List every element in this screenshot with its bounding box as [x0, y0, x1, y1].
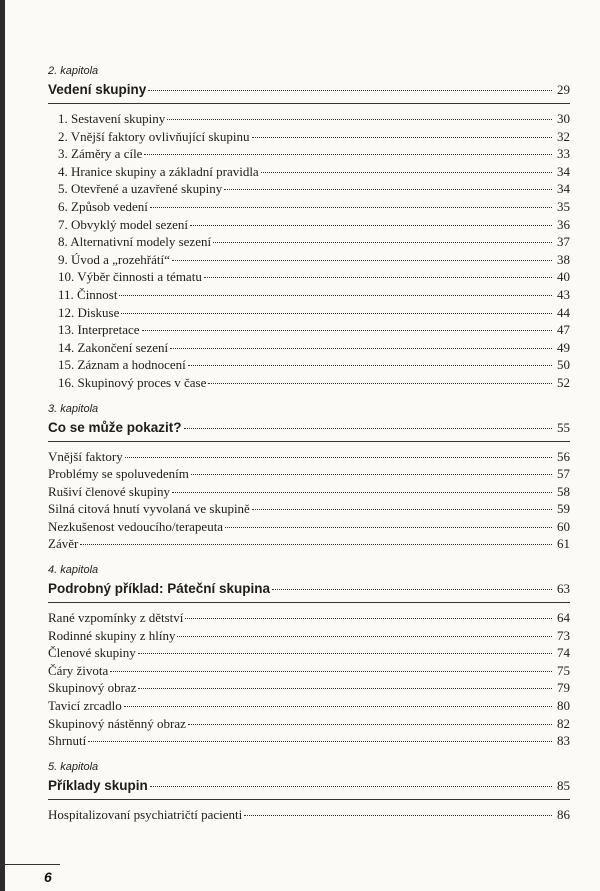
entry-page: 33 — [557, 146, 570, 162]
entry-page: 73 — [557, 627, 570, 643]
entry-page: 56 — [557, 448, 570, 464]
dot-leader — [138, 688, 552, 689]
entry-page: 40 — [557, 269, 570, 285]
chapter-label: 3. kapitola — [48, 402, 99, 415]
entry-title: 11. Činnost — [58, 286, 118, 302]
toc-entry[interactable] — [48, 374, 570, 392]
chapter-page: 29 — [557, 82, 570, 97]
dot-leader — [124, 706, 552, 707]
chapter-label: 2. kapitola — [48, 65, 99, 77]
chapter-label: 5. kapitola — [48, 760, 99, 773]
chapter-rule — [48, 799, 570, 800]
dot-leader — [213, 242, 552, 243]
toc-entry[interactable] — [48, 216, 570, 234]
entry-title: 8. Alternativní modely sezení — [58, 234, 212, 250]
entry-title: 7. Obvyklý model sezení — [58, 216, 188, 232]
entry-title: 5. Otevřené a uzavřené skupiny — [58, 181, 223, 197]
entry-page: 47 — [557, 322, 570, 338]
chapter-rule — [48, 103, 570, 104]
entry-page: 80 — [557, 698, 570, 714]
dot-leader — [142, 330, 552, 331]
dot-leader — [148, 90, 552, 91]
toc-entry[interactable] — [48, 286, 570, 304]
toc-entry[interactable] — [48, 339, 570, 357]
dot-leader — [225, 527, 552, 528]
entry-title: 10. Výběr činnosti a tématu — [58, 269, 202, 285]
entry-title: 1. Sestavení skupiny — [58, 111, 166, 126]
dot-leader — [204, 277, 552, 278]
dot-leader — [185, 618, 552, 619]
toc-entry[interactable] — [48, 535, 570, 553]
chapter-heading[interactable] — [48, 579, 570, 599]
entry-page: 32 — [557, 128, 570, 144]
toc-entry[interactable] — [48, 251, 570, 269]
entry-title: Rané vzpomínky z dětství — [48, 610, 184, 626]
entry-page: 52 — [557, 374, 570, 390]
entry-page: 43 — [557, 286, 570, 302]
entry-title: Shrnutí — [48, 733, 87, 749]
entry-title: Rušiví členové skupiny — [48, 483, 171, 499]
dot-leader — [138, 653, 552, 654]
toc-entry[interactable] — [48, 465, 570, 483]
toc-entry[interactable] — [48, 110, 570, 128]
entry-page: 64 — [557, 610, 570, 626]
dot-leader — [188, 724, 552, 725]
chapter-section — [48, 563, 570, 760]
entry-page: 36 — [557, 216, 570, 232]
dot-leader — [125, 457, 552, 458]
dot-leader — [172, 492, 552, 493]
dot-leader — [188, 365, 552, 366]
toc-entry[interactable] — [48, 644, 570, 662]
chapter-page: 85 — [557, 777, 570, 793]
chapter-heading[interactable] — [48, 80, 570, 100]
entry-page: 86 — [557, 806, 570, 822]
chapter-title: Příklady skupin — [48, 777, 148, 793]
entry-page: 75 — [557, 662, 570, 678]
toc-entry[interactable] — [48, 609, 570, 627]
chapter-page: 63 — [557, 581, 570, 597]
dot-leader — [167, 119, 552, 120]
entry-page: 34 — [557, 163, 570, 179]
entry-title: Tavicí zrcadlo — [48, 698, 122, 714]
chapter-title: Vedení skupiny — [48, 82, 147, 97]
dot-leader — [88, 741, 552, 742]
dot-leader — [121, 313, 552, 314]
chapter-section — [48, 402, 570, 564]
entry-page: 61 — [557, 536, 570, 552]
chapter-rule — [48, 441, 570, 442]
dot-leader — [190, 225, 552, 226]
entry-title: Závěr — [48, 536, 79, 552]
section-gap — [48, 392, 570, 402]
entry-title: 6. Způsob vedení — [58, 198, 148, 214]
dot-leader — [261, 172, 552, 173]
entry-page: 82 — [557, 715, 570, 731]
footer-rule — [0, 864, 60, 865]
entry-page: 74 — [557, 645, 570, 661]
toc-entry[interactable] — [48, 518, 570, 536]
entry-title: Problémy se spoluvedením — [48, 466, 189, 482]
dot-leader — [119, 295, 552, 296]
toc-entry[interactable] — [48, 500, 570, 518]
chapter-title: Co se může pokazit? — [48, 419, 182, 435]
entry-page: 38 — [557, 251, 570, 267]
chapter-heading[interactable] — [48, 776, 570, 796]
chapter-section — [48, 64, 570, 402]
dot-leader — [150, 207, 552, 208]
chapter-heading[interactable] — [48, 418, 570, 438]
entry-title: 13. Interpretace — [58, 322, 140, 338]
dot-leader — [177, 636, 552, 637]
chapter-label: 4. kapitola — [48, 564, 99, 577]
toc-entry[interactable] — [48, 483, 570, 501]
chapter-title: Podrobný příklad: Páteční skupina — [48, 581, 271, 597]
dot-leader — [252, 137, 553, 138]
section-gap — [48, 750, 570, 760]
toc-entry[interactable] — [48, 321, 570, 339]
dot-leader — [208, 383, 552, 384]
entry-title: Nezkušenost vedoucího/terapeuta — [48, 518, 224, 534]
entry-page: 79 — [557, 680, 570, 696]
entry-page: 35 — [557, 198, 570, 214]
entry-page: 34 — [557, 181, 570, 197]
entry-page: 37 — [557, 234, 570, 250]
toc-entry[interactable] — [48, 304, 570, 322]
toc-entry[interactable] — [48, 356, 570, 374]
toc-entry[interactable] — [48, 198, 570, 216]
entry-page: 50 — [557, 357, 570, 373]
entry-page: 59 — [557, 501, 570, 517]
dot-leader — [272, 589, 552, 590]
entry-page: 57 — [557, 466, 570, 482]
scan-edge — [0, 0, 5, 891]
toc-entry[interactable] — [48, 806, 570, 824]
dot-leader — [144, 154, 552, 155]
entry-title: Rodinné skupiny z hlíny — [48, 627, 176, 643]
dot-leader — [191, 474, 552, 475]
dot-leader — [170, 348, 552, 349]
dot-leader — [110, 671, 552, 672]
entry-title: Členové skupiny — [48, 645, 136, 661]
entry-title: 15. Záznam a hodnocení — [58, 357, 186, 373]
entry-title: Silná citová hnutí vyvolaná ve skupině — [48, 501, 250, 517]
entry-title: 3. Záměry a cíle — [58, 146, 143, 162]
toc-entry[interactable] — [48, 128, 570, 146]
entry-page: 30 — [557, 111, 570, 126]
table-of-contents — [48, 64, 570, 823]
toc-entry[interactable] — [48, 448, 570, 466]
dot-leader — [224, 189, 552, 190]
toc-entry[interactable] — [48, 145, 570, 163]
dot-leader — [172, 260, 552, 261]
entry-page: 83 — [557, 733, 570, 749]
entry-title: 14. Zakončení sezení — [58, 339, 169, 355]
toc-entry[interactable] — [48, 715, 570, 733]
toc-entry[interactable] — [48, 233, 570, 251]
toc-entry[interactable] — [48, 268, 570, 286]
entry-title: Skupinový nástěnný obraz — [48, 715, 186, 731]
page-number: 6 — [44, 869, 52, 885]
entry-title: Vnější faktory — [48, 448, 123, 464]
entry-title: Hospitalizovaní psychiatričtí pacienti — [48, 806, 243, 822]
toc-entry[interactable] — [48, 679, 570, 697]
toc-entry[interactable] — [48, 732, 570, 750]
entry-page: 60 — [557, 518, 570, 534]
entry-title: 16. Skupinový proces v čase — [58, 374, 207, 390]
entry-page: 49 — [557, 339, 570, 355]
chapter-page: 55 — [557, 419, 570, 435]
toc-entry[interactable] — [48, 627, 570, 645]
toc-entry[interactable] — [48, 662, 570, 680]
entry-title: 2. Vnější faktory ovlivňující skupinu — [58, 128, 250, 144]
entry-page: 58 — [557, 483, 570, 499]
entry-page: 44 — [557, 304, 570, 320]
toc-entry[interactable] — [48, 163, 570, 181]
dot-leader — [244, 815, 552, 816]
entry-title: 9. Úvod a „rozehřátí“ — [58, 251, 170, 267]
chapter-rule — [48, 602, 570, 603]
entry-title: Čáry života — [48, 662, 109, 678]
entry-title: Skupinový obraz — [48, 680, 137, 696]
toc-entry[interactable] — [48, 180, 570, 198]
dot-leader — [80, 544, 552, 545]
entry-title: 12. Diskuse — [58, 304, 120, 320]
dot-leader — [252, 509, 552, 510]
entry-title: 4. Hranice skupiny a základní pravidla — [58, 163, 259, 179]
section-gap — [48, 553, 570, 563]
dot-leader — [184, 428, 552, 429]
chapter-section — [48, 760, 570, 824]
dot-leader — [150, 786, 552, 787]
toc-entry[interactable] — [48, 697, 570, 715]
